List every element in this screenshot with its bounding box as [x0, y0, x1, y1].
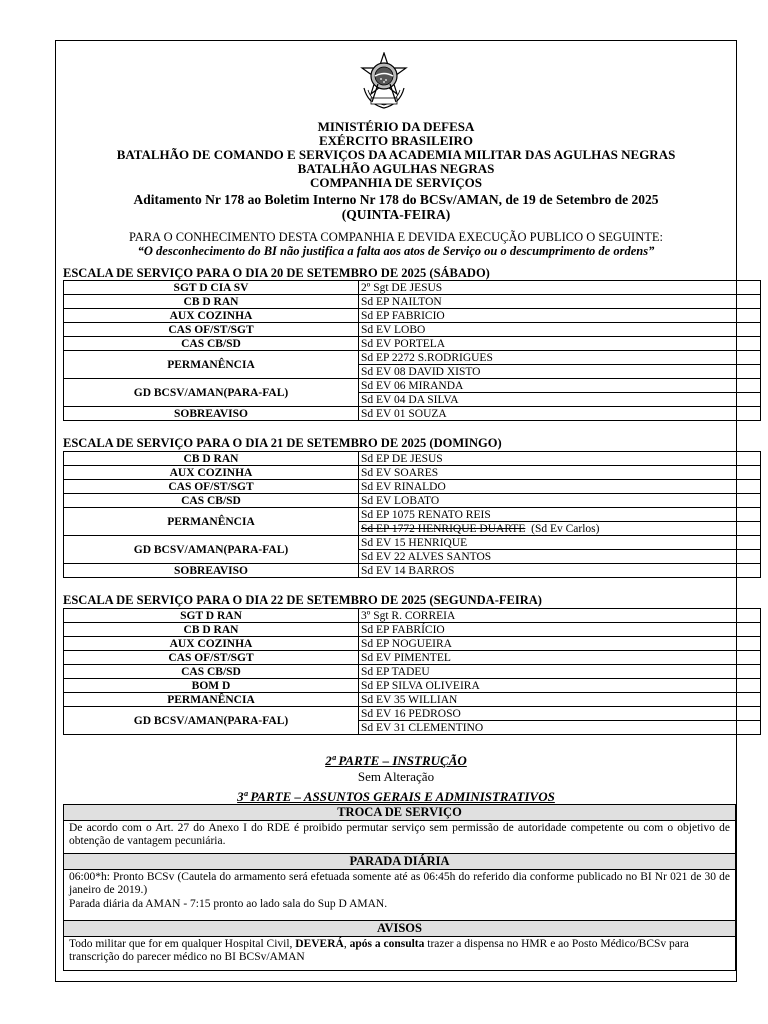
parada-diaria-title: PARADA DIÁRIA [64, 854, 735, 870]
duty-name: Sd EV 14 BARROS [359, 564, 761, 578]
table-row [64, 494, 761, 508]
troca-servico-box [63, 804, 736, 854]
duty-function: GD BCSV/AMAN(PARA-FAL) [64, 707, 359, 735]
table-row [64, 707, 761, 721]
avisos-box [63, 920, 736, 971]
schedule-1-title: ESCALA DE SERVIÇO PARA O DIA 20 DE SETEMBRO DE 2025 (SÁBADO) [63, 266, 490, 280]
duty-name: Sd EP FABRÍCIO [359, 623, 761, 637]
duty-name: Sd EV LOBO [359, 323, 761, 337]
schedule-3-table [63, 608, 761, 735]
duty-name: Sd EV SOARES [359, 466, 761, 480]
duty-function: GD BCSV/AMAN(PARA-FAL) [64, 379, 359, 407]
duty-function: CB D RAN [64, 295, 359, 309]
table-row [64, 452, 761, 466]
duty-function: GD BCSV/AMAN(PARA-FAL) [64, 536, 359, 564]
duty-name: Sd EV 35 WILLIAN [359, 693, 761, 707]
parada-diaria-line2: Parada diária da AMAN - 7:15 pronto ao lado sala do Sup D AMAN. [69, 898, 388, 910]
duty-name: Sd EP DE JESUS [359, 452, 761, 466]
part-2-text: Sem Alteração [357, 769, 435, 784]
duty-function: CAS OF/ST/SGT [64, 323, 359, 337]
duty-name: Sd EP SILVA OLIVEIRA [359, 679, 761, 693]
avisos-text-part: Todo militar que for em qualquer Hospital Civil, [69, 938, 296, 950]
avisos-title: AVISOS [64, 921, 735, 937]
intro-quote: “O desconhecimento do BI não justifica a falta aos atos de Serviço ou o descumprimento de ordens” [137, 244, 655, 258]
duty-function: CAS CB/SD [64, 665, 359, 679]
battalion-title: BATALHÃO AGULHAS NEGRAS [297, 161, 495, 176]
avisos-text-part: trazer a dispensa no HMR e ao Posto Médico/BCSv para transcrição do parecer médico no BI BCSv/AMAN [69, 938, 689, 963]
part-3-title: 3ª PARTE – ASSUNTOS GERAIS E ADMINISTRATIVOS [237, 789, 555, 804]
duty-function: SGT D RAN [64, 609, 359, 623]
table-row [64, 637, 761, 651]
table-row [64, 693, 761, 707]
struck-name: Sd EP 1772 HENRIQUE DUARTE [361, 522, 526, 535]
duty-name: Sd EV 04 DA SILVA [359, 393, 761, 407]
duty-function: AUX COZINHA [64, 637, 359, 651]
duty-name: Sd EV PORTELA [359, 337, 761, 351]
duty-name: Sd EV PIMENTEL [359, 651, 761, 665]
duty-name: Sd EP FABRICIO [359, 309, 761, 323]
table-row [64, 536, 761, 550]
duty-name: Sd EV 15 HENRIQUE [359, 536, 761, 550]
duty-function: PERMANÊNCIA [64, 693, 359, 707]
duty-name: Sd EV 16 PEDROSO [359, 707, 761, 721]
avisos-text-part: , [343, 938, 350, 950]
table-row [64, 480, 761, 494]
table-row [64, 623, 761, 637]
table-row [64, 351, 761, 365]
avisos-bold-deve: DEVERÁ [295, 938, 344, 950]
table-row [64, 295, 761, 309]
duty-function: AUX COZINHA [64, 309, 359, 323]
table-row [64, 466, 761, 480]
table-row [64, 281, 761, 295]
parada-diaria-box [63, 853, 736, 921]
duty-name: Sd EV 22 ALVES SANTOS [359, 550, 761, 564]
table-row [64, 309, 761, 323]
duty-name: Sd EV 08 DAVID XISTO [359, 365, 761, 379]
duty-name: 2º Sgt DE JESUS [359, 281, 761, 295]
duty-name-substituted [359, 522, 761, 536]
table-row [64, 379, 761, 393]
duty-name: Sd EP NAILTON [359, 295, 761, 309]
duty-function: BOM D [64, 679, 359, 693]
table-row [64, 665, 761, 679]
duty-name: Sd EV 06 MIRANDA [359, 379, 761, 393]
avisos-text [64, 937, 735, 965]
table-row [64, 323, 761, 337]
duty-function: SOBREAVISO [64, 407, 359, 421]
duty-name: Sd EP 1075 RENATO REIS [359, 508, 761, 522]
duty-function: PERMANÊNCIA [64, 508, 359, 536]
schedule-1-table [63, 280, 761, 421]
troca-servico-text: De acordo com o Art. 27 do Anexo I do RDE é proibido permutar serviço sem permissão de autoridade competente ou com o objetivo de obtenção de vantagem pecuniária. [69, 822, 730, 847]
duty-function: CAS OF/ST/SGT [64, 480, 359, 494]
coat-of-arms-icon [358, 52, 410, 112]
duty-function: SGT D CIA SV [64, 281, 359, 295]
duty-name: Sd EV RINALDO [359, 480, 761, 494]
avisos-bold-consulta: após a consulta [349, 938, 425, 950]
schedule-3-title: ESCALA DE SERVIÇO PARA O DIA 22 DE SETEMBRO DE 2025 (SEGUNDA-FEIRA) [63, 593, 542, 607]
schedule-2-table [63, 451, 761, 578]
duty-function: CAS OF/ST/SGT [64, 651, 359, 665]
duty-name: Sd EP 2272 S.RODRIGUES [359, 351, 761, 365]
battalion-full-title: BATALHÃO DE COMANDO E SERVIÇOS DA ACADEMIA MILITAR DAS AGULHAS NEGRAS [116, 147, 676, 162]
table-row [64, 679, 761, 693]
bulletin-title: Aditamento Nr 178 ao Boletim Interno Nr 178 do BCSv/AMAN, de 19 de Setembro de 2025 [133, 192, 659, 207]
table-row [64, 407, 761, 421]
duty-function: CAS CB/SD [64, 337, 359, 351]
bulletin-weekday: (QUINTA-FEIRA) [341, 207, 451, 222]
duty-function: CB D RAN [64, 452, 359, 466]
duty-function: CB D RAN [64, 623, 359, 637]
company-title: COMPANHIA DE SERVIÇOS [310, 175, 482, 190]
table-row [64, 609, 761, 623]
duty-name: Sd EP TADEU [359, 665, 761, 679]
duty-function: CAS CB/SD [64, 494, 359, 508]
troca-servico-title: TROCA DE SERVIÇO [64, 805, 735, 821]
duty-name: Sd EV LOBATO [359, 494, 761, 508]
parada-diaria-line1: 06:00*h: Pronto BCSv (Cautela do armamento será efetuada somente até as 06:45h do referido dia conforme publicado no BI Nr 021 de 30 de janeiro de 2019.) [69, 871, 730, 896]
schedule-2-title: ESCALA DE SERVIÇO PARA O DIA 21 DE SETEMBRO DE 2025 (DOMINGO) [63, 436, 502, 450]
table-row [64, 508, 761, 522]
duty-function: SOBREAVISO [64, 564, 359, 578]
substitute-name: (Sd Ev Carlos) [531, 522, 600, 535]
duty-name: Sd EP NOGUEIRA [359, 637, 761, 651]
ministry-title: MINISTÉRIO DA DEFESA [317, 119, 475, 134]
duty-name: 3º Sgt R. CORREIA [359, 609, 761, 623]
duty-name: Sd EV 31 CLEMENTINO [359, 721, 761, 735]
table-row [64, 564, 761, 578]
duty-name: Sd EV 01 SOUZA [359, 407, 761, 421]
part-2-title: 2ª PARTE – INSTRUÇÃO [325, 753, 467, 768]
duty-function: PERMANÊNCIA [64, 351, 359, 379]
table-row [64, 337, 761, 351]
army-title: EXÉRCITO BRASILEIRO [318, 133, 473, 148]
duty-function: AUX COZINHA [64, 466, 359, 480]
intro-line: PARA O CONHECIMENTO DESTA COMPANHIA E DEVIDA EXECUÇÃO PUBLICO O SEGUINTE: [129, 230, 663, 244]
table-row [64, 651, 761, 665]
